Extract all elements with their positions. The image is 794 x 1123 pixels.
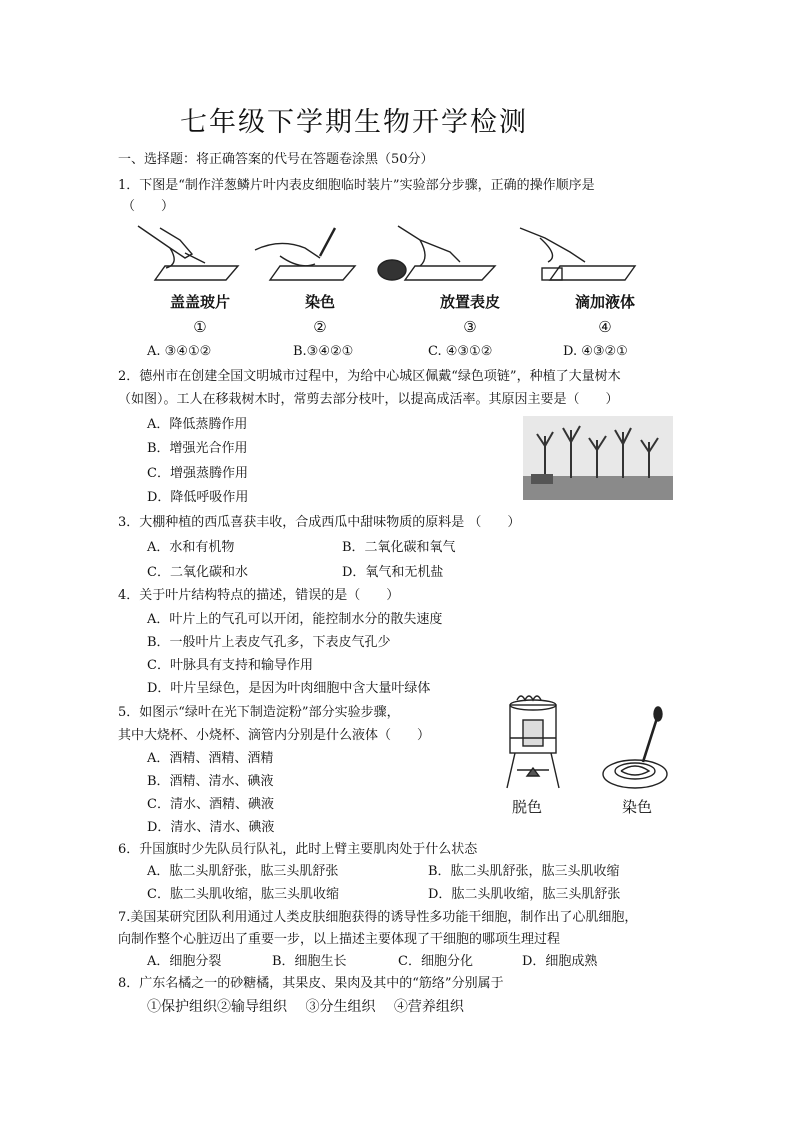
q2-option-b[interactable]: B．增强光合作用 — [147, 441, 248, 456]
decolor-apparatus — [507, 696, 559, 788]
q5-option-c[interactable]: C．清水、酒精、碘液 — [147, 797, 274, 812]
q5-option-a[interactable]: A．酒精、酒精、酒精 — [147, 751, 274, 766]
step3-figure — [378, 226, 495, 280]
q1-step-label: 放置表皮 — [439, 293, 500, 311]
q1-step-number: ① — [193, 318, 207, 336]
q8-stem: 8．广东名橘之一的砂糖橘，其果皮、果肉及其中的“筋络”分别属于 — [118, 976, 504, 991]
q2-stem-line2: （如图）。工人在移栽树木时，常剪去部分枝叶，以提高成活率。其原因主要是（ ） — [118, 392, 619, 407]
q4-option-a[interactable]: A．叶片上的气孔可以开闭，能控制水分的散失速度 — [147, 612, 443, 627]
q3-stem: 3．大棚种植的西瓜喜获丰收，合成西瓜中甜味物质的原料是 （ ） — [118, 515, 521, 530]
q7-option-c[interactable]: C．细胞分化 — [398, 954, 473, 969]
q1-figure — [130, 218, 660, 280]
q7-option-a[interactable]: A．细胞分裂 — [147, 954, 222, 969]
q5-stem-line1: 5．如图示“绿叶在光下制造淀粉”部分实验步骤， — [118, 705, 400, 720]
q2-option-d[interactable]: D．降低呼吸作用 — [147, 490, 249, 505]
section-heading: 一、选择题：将正确答案的代号在答题卷涂黑（50分） — [118, 152, 434, 167]
page-title: 七年级下学期生物开学检测 — [180, 107, 528, 138]
q1-option-c[interactable]: C. ④③①② — [428, 344, 493, 359]
q1-step-label: 滴加液体 — [574, 293, 635, 311]
q6-option-b[interactable]: B．肱二头肌舒张，肱三头肌收缩 — [428, 864, 620, 879]
q6-option-a[interactable]: A．肱二头肌舒张，肱三头肌舒张 — [147, 864, 339, 879]
q4-option-c[interactable]: C．叶脉具有支持和输导作用 — [147, 658, 313, 673]
q2-option-c[interactable]: C．增强蒸腾作用 — [147, 466, 248, 481]
q5-stem-line2: 其中大烧杯、小烧杯、滴管内分别是什么液体（ ） — [118, 728, 431, 743]
q1-step-label: 盖盖玻片 — [169, 293, 230, 311]
q7-option-b[interactable]: B．细胞生长 — [272, 954, 347, 969]
q7-stem-line1: 7.美国某研究团队利用通过人类皮肤细胞获得的诱导性多功能干细胞，制作出了心肌细胞， — [118, 910, 638, 925]
q1-option-a[interactable]: A. ③④①② — [147, 344, 212, 359]
q2-option-a[interactable]: A．降低蒸腾作用 — [147, 417, 248, 432]
q1-step-number: ④ — [598, 318, 612, 336]
q1-step-number: ③ — [463, 318, 477, 336]
q2-trees-photo — [523, 416, 673, 500]
q3-option-d[interactable]: D．氧气和无机盐 — [342, 565, 444, 580]
q6-option-c[interactable]: C．肱二头肌收缩，肱三头肌收缩 — [147, 887, 339, 902]
q1-step-label: 染色 — [304, 293, 335, 311]
step2-figure — [255, 228, 355, 280]
q2-stem-line1: 2．德州市在创建全国文明城市过程中，为给中心城区佩戴“绿色项链”，种植了大量树木 — [118, 369, 621, 384]
q4-option-d[interactable]: D．叶片呈绿色，是因为叶肉细胞中含大量叶绿体 — [147, 681, 431, 696]
q5-fig-label-stain: 染色 — [622, 798, 653, 816]
q6-option-d[interactable]: D．肱二头肌收缩，肱三头肌舒张 — [428, 887, 621, 902]
q3-option-b[interactable]: B．二氧化碳和氧气 — [342, 540, 456, 555]
q5-option-b[interactable]: B．酒精、清水、碘液 — [147, 774, 274, 789]
q1-stem: 1．下图是“制作洋葱鳞片叶内表皮细胞临时装片”实验部分步骤，正确的操作顺序是 — [118, 178, 595, 193]
step4-figure — [520, 228, 635, 280]
step1-figure — [138, 226, 238, 280]
q1-step-number: ② — [313, 318, 327, 336]
q6-stem: 6．升国旗时少先队员行队礼，此时上臂主要肌肉处于什么状态 — [118, 842, 478, 857]
q3-option-c[interactable]: C．二氧化碳和水 — [147, 565, 248, 580]
q5-figure — [495, 690, 675, 790]
q7-option-d[interactable]: D．细胞成熟 — [522, 954, 598, 969]
q1-blank: （ ） — [122, 199, 175, 214]
q1-option-d[interactable]: D. ④③②① — [563, 344, 628, 359]
q3-option-a[interactable]: A．水和有机物 — [147, 540, 235, 555]
q4-option-b[interactable]: B．一般叶片上表皮气孔多，下表皮气孔少 — [147, 635, 391, 650]
q4-stem: 4．关于叶片结构特点的描述，错误的是（ ） — [118, 588, 400, 603]
q7-stem-line2: 向制作整个心脏迈出了重要一步，以上描述主要体现了干细胞的哪项生理过程 — [118, 932, 561, 947]
q5-option-d[interactable]: D．清水、清水、碘液 — [147, 820, 275, 835]
q5-fig-label-decolor: 脱色 — [512, 798, 543, 816]
q8-choices: ①保护组织②输导组织 ③分生组织 ④营养组织 — [147, 999, 464, 1015]
q1-option-b[interactable]: B.③④②① — [293, 344, 354, 359]
stain-apparatus — [603, 707, 667, 788]
